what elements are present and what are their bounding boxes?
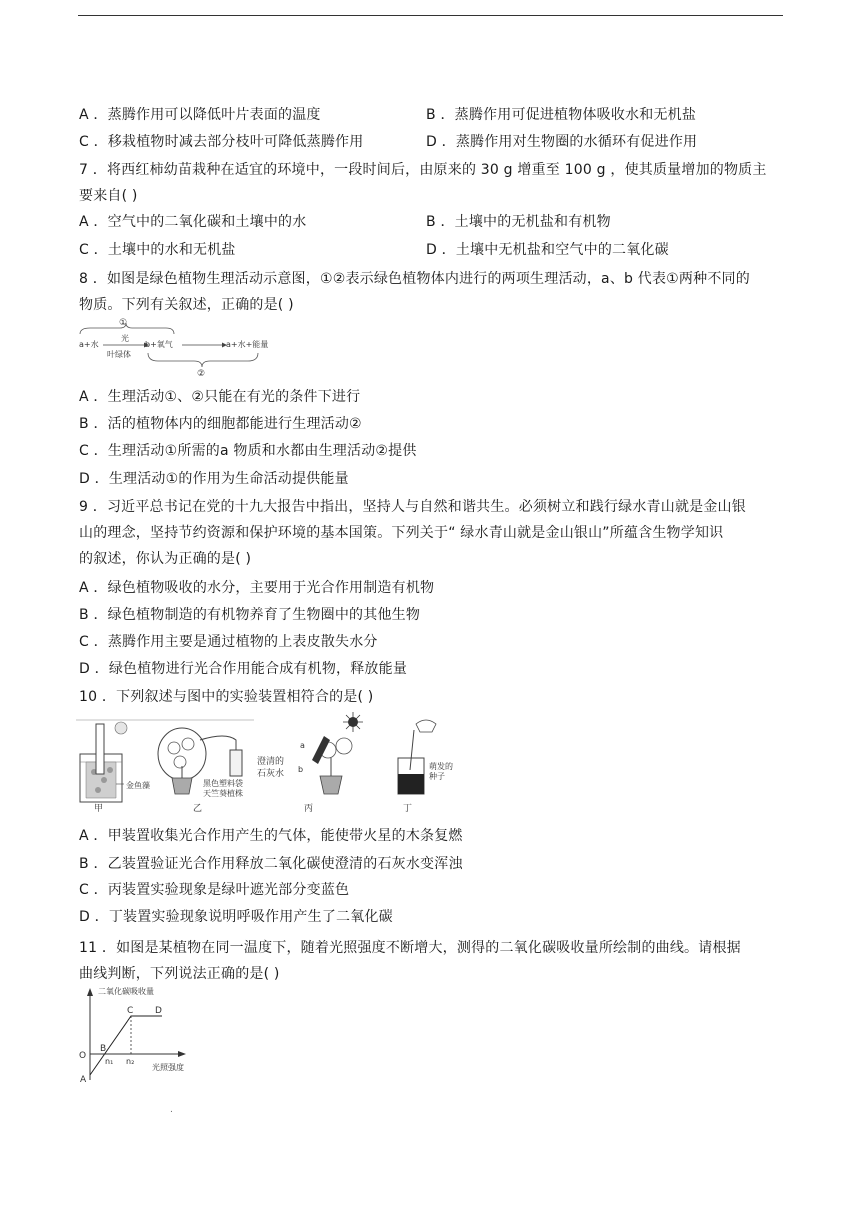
option-d: D ．生理活动①的作用为生命活动提供能量 <box>79 471 349 487</box>
question-7-stem-cont: 要来自( ) <box>79 188 138 204</box>
point-b-label: B <box>100 1044 107 1054</box>
question-8-stem: 8 ．如图是绿色植物生理活动示意图，①②表示绿色植物体内进行的两项生理活动，a、b 代表①两种不同的 <box>79 271 750 287</box>
activity-2-label: ② <box>197 369 206 379</box>
seeds-label-2: 种子 <box>429 772 445 781</box>
option-c: C ．移栽植物时减去部分枝叶可降低蒸腾作用 <box>79 134 364 150</box>
q8-process-diagram <box>78 315 269 379</box>
option-c: C ．蒸腾作用主要是通过植物的上表皮散失水分 <box>79 634 378 650</box>
reactants-label: a+水 <box>79 340 99 349</box>
n2-label: n₂ <box>126 1057 135 1066</box>
seeds-label: 萌发的 <box>429 762 453 771</box>
geranium-label: 天竺葵植株 <box>203 789 243 798</box>
question-9-stem: 9 ．习近平总书记在党的十九大报告中指出，坚持人与自然和谐共生。必须树立和践行绿水青山就是金山银 <box>79 499 746 515</box>
part-b-label: b <box>298 765 304 774</box>
option-d: D ．土壤中无机盐和空气中的二氧化碳 <box>426 242 669 258</box>
question-9-stem-cont2: 的叙述，你认为正确的是( ) <box>79 551 252 567</box>
n1-label: n₁ <box>105 1057 114 1066</box>
setup-yi <box>158 728 243 814</box>
setup-bing-label: 丙 <box>304 804 314 814</box>
part-a-label: a <box>300 741 305 750</box>
option-b: B ．蒸腾作用可促进植物体吸收水和无机盐 <box>426 107 697 123</box>
option-b: B ．活的植物体内的细胞都能进行生理活动② <box>79 416 362 432</box>
light-label: 光 <box>121 334 129 343</box>
test-tube <box>96 724 104 774</box>
point-d-label: D <box>155 1006 162 1016</box>
setup-jia-label: 甲 <box>94 804 104 814</box>
black-bag-label: 黑色塑料袋 <box>203 779 243 788</box>
footer-dot: . <box>170 1105 174 1115</box>
option-a: A ．甲装置收集光合作用产生的气体，能使带火星的木条复燃 <box>79 828 463 844</box>
option-c: C ．土壤中的水和无机盐 <box>79 242 236 258</box>
limewater-label-2: 石灰水 <box>257 769 285 779</box>
q11-co2-curve-chart <box>76 984 201 1089</box>
option-d: D ．绿色植物进行光合作用能合成有机物，释放能量 <box>79 661 408 677</box>
point-a-label: A <box>80 1075 87 1085</box>
setup-bing <box>257 712 363 814</box>
option-b: B ．乙装置验证光合作用释放二氧化碳使澄清的石灰水变浑浊 <box>79 856 463 872</box>
hand <box>416 720 436 732</box>
y-axis-arrow <box>87 988 93 996</box>
question-8-stem-cont: 物质。下列有关叙述，正确的是( ) <box>79 297 294 313</box>
respiration-products-label: a+水+能量 <box>226 340 269 349</box>
question-9-stem-cont: 山的理念，坚持节约资源和保护环境的基本国策。下列关于“ 绿水青山就是金山银山”所蕴含生物学知识 <box>79 525 724 541</box>
bottle-with-leaf <box>312 736 330 764</box>
option-c: C ．丙装置实验现象是绿叶遮光部分变蓝色 <box>79 882 350 898</box>
pondweed-label: 金鱼藻 <box>126 781 150 790</box>
question-10-stem: 10 ．下列叙述与图中的实验装置相符合的是( ) <box>79 689 374 705</box>
setup-ding-label: 丁 <box>403 804 413 814</box>
limewater-label: 澄清的 <box>257 757 285 767</box>
question-11-stem: 11 ．如图是某植物在同一温度下，随着光照强度不断增大，测得的二氧化碳吸收量所绘制的曲线。请根据 <box>79 940 741 956</box>
option-b: B ．土壤中的无机盐和有机物 <box>426 214 611 230</box>
option-a: A ．蒸腾作用可以降低叶片表面的温度 <box>79 107 321 123</box>
point-c-label: C <box>127 1006 134 1016</box>
light-source <box>115 722 127 734</box>
setup-ding <box>398 720 453 814</box>
header-rule <box>78 15 783 16</box>
question-7-stem: 7 ．将西红柿幼苗栽种在适宜的环境中，一段时间后，由原来的 30 g 增重至 100 g ，使其质量增加的物质主 <box>79 162 767 178</box>
option-a: A ．绿色植物吸收的水分，主要用于光合作用制造有机物 <box>79 580 435 596</box>
option-b: B ．绿色植物制造的有机物养育了生物圈中的其他生物 <box>79 607 421 623</box>
limewater-bottle <box>230 750 242 776</box>
x-axis-label: 光照强度 <box>152 1063 184 1072</box>
germinating-seeds <box>398 774 424 794</box>
option-d: D ．蒸腾作用对生物圈的水循环有促进作用 <box>426 134 698 150</box>
origin-label: O <box>79 1051 87 1061</box>
x-axis-arrow <box>178 1051 186 1057</box>
flower-pot <box>172 778 192 794</box>
chloroplast-label: 叶绿体 <box>107 350 131 359</box>
q10-experiment-diagram <box>76 710 456 815</box>
products-label: b+氧气 <box>145 340 173 349</box>
option-a: A ．生理活动①、②只能在有光的条件下进行 <box>79 389 361 405</box>
y-axis-label: 二氧化碳吸收量 <box>98 987 154 996</box>
setup-yi-label: 乙 <box>193 804 203 814</box>
option-a: A ．空气中的二氧化碳和土壤中的水 <box>79 214 307 230</box>
question-11-stem-cont: 曲线判断，下列说法正确的是( ) <box>79 966 280 982</box>
activity-1-label: ① <box>119 318 128 328</box>
bracket-2 <box>148 353 258 367</box>
setup-jia <box>80 722 150 814</box>
option-d: D ．丁装置实验现象说明呼吸作用产生了二氧化碳 <box>79 909 393 925</box>
flower-pot <box>320 776 342 794</box>
option-c: C ．生理活动①所需的a 物质和水都由生理活动②提供 <box>79 443 417 459</box>
